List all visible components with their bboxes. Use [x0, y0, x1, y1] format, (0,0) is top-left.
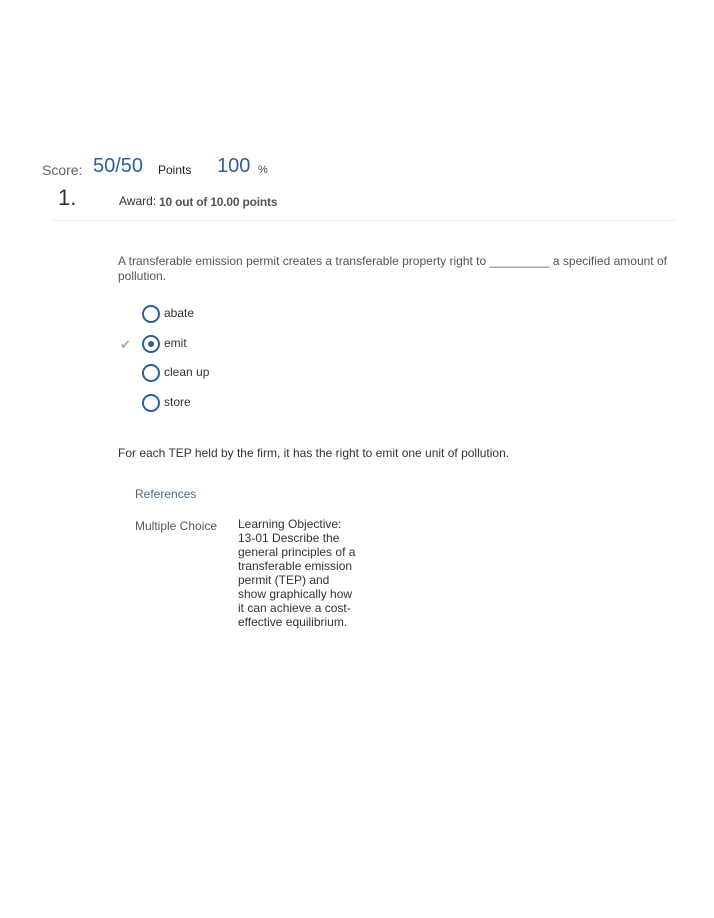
radio-dot-icon: [148, 341, 154, 347]
award-label: Award:: [119, 194, 157, 208]
option-label: abate: [164, 306, 195, 320]
references-heading: References: [135, 487, 197, 501]
score-value: 50/50: [93, 155, 144, 177]
question-number: 1.: [58, 185, 77, 210]
percent-value: 100: [217, 155, 251, 177]
correct-check-icon: [120, 307, 138, 323]
correct-check-icon: ✔: [120, 337, 131, 352]
points-label: Points: [158, 163, 192, 177]
percent-sign: %: [258, 164, 268, 176]
radio-button[interactable]: [142, 394, 160, 412]
reference-type: Multiple Choice: [135, 519, 218, 533]
option-label: clean up: [164, 365, 210, 379]
award-value: 10 out of 10.00 points: [159, 195, 278, 209]
explanation-text: For each TEP held by the firm, it has the right to emit one unit of pollution.: [118, 446, 510, 460]
correct-check-icon: [120, 366, 138, 382]
answer-option-clean-up[interactable]: [120, 364, 320, 386]
option-label: emit: [164, 336, 187, 350]
reference-text: Learning Objective: 13-01 Describe the general principles of a transferable emission permit (TEP) and show graphically how it can achieve a cost-effective equilibrium.: [238, 517, 356, 629]
answer-option-store[interactable]: [120, 394, 320, 416]
header-divider: [52, 220, 676, 221]
radio-button-selected[interactable]: [142, 335, 160, 353]
radio-button[interactable]: [142, 364, 160, 382]
answer-option-emit[interactable]: [120, 335, 320, 357]
correct-check-icon: [120, 396, 138, 412]
question-text: A transferable emission permit creates a transferable property right to _________ a specified amount of pollution.: [118, 254, 667, 283]
score-label: Score:: [42, 162, 83, 178]
radio-button[interactable]: [142, 305, 160, 323]
option-label: store: [164, 395, 191, 409]
answer-option-abate[interactable]: [120, 305, 320, 327]
